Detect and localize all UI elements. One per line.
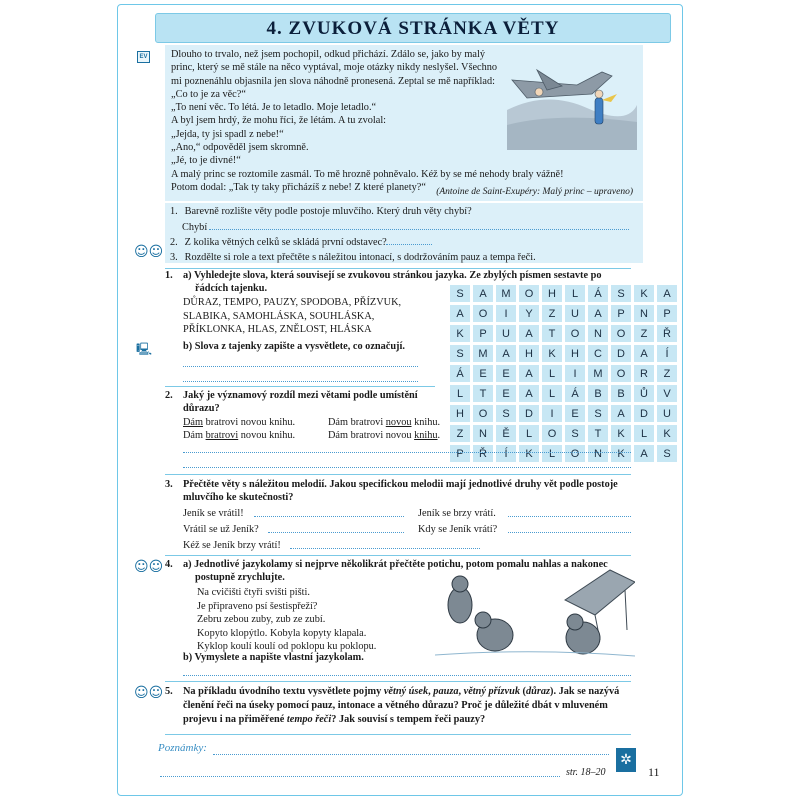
grid-cell[interactable]: Ě: [496, 425, 516, 442]
divider: [165, 474, 631, 475]
grid-cell[interactable]: U: [657, 405, 677, 422]
grid-cell[interactable]: E: [496, 385, 516, 402]
ex3-sentence-2: Jeník se brzy vrátí.: [418, 508, 496, 519]
grid-cell[interactable]: L: [542, 445, 562, 462]
ex5-line-2: členění řeči na úseky pomocí pauz, intonace a větného důrazu? Proč je důležité dbát v mluveném: [183, 700, 608, 711]
ex4-question-b: b) Vymyslete a napište vlastní jazykolam.: [183, 652, 364, 663]
ex4-number: 4.: [165, 559, 173, 570]
tongue-twister: Je připraveno psí šestispřeží?: [197, 600, 318, 612]
grid-cell[interactable]: K: [657, 425, 677, 442]
grid-row: [450, 365, 677, 382]
intro-line: A byl jsem hrdý, že mohu říci, že létám. A tu zvolal:: [171, 115, 387, 127]
grid-cell[interactable]: Z: [450, 425, 470, 442]
tongue-twister: Na cvičišti čtyři svišti pišti.: [197, 587, 310, 598]
grid-cell[interactable]: A: [519, 385, 539, 402]
grid-cell[interactable]: B: [611, 385, 631, 402]
intro-text: [171, 48, 564, 194]
ex1-question-a-cont: řádcích tajenku.: [195, 283, 268, 294]
pair-work-icon: ☺☺: [134, 559, 164, 575]
grid-cell[interactable]: H: [542, 285, 562, 302]
grid-cell[interactable]: Ř: [473, 445, 493, 462]
grid-cell[interactable]: D: [634, 405, 654, 422]
grid-cell[interactable]: Y: [519, 305, 539, 322]
grid-cell[interactable]: Ů: [634, 385, 654, 402]
ex2-sentence-1a: Dám bratrovi novou knihu.: [183, 417, 296, 428]
grid-cell[interactable]: Í: [657, 345, 677, 362]
divider: [165, 268, 631, 269]
grid-cell[interactable]: I: [542, 405, 562, 422]
grid-row: [450, 305, 677, 322]
grid-row: [450, 425, 677, 442]
grid-cell[interactable]: S: [496, 405, 516, 422]
grid-cell[interactable]: H: [519, 345, 539, 362]
grid-cell[interactable]: O: [611, 365, 631, 382]
grid-cell[interactable]: A: [611, 405, 631, 422]
intro-line: „Co to je za věc?“: [171, 88, 246, 100]
grid-cell[interactable]: V: [657, 385, 677, 402]
grid-cell[interactable]: K: [542, 345, 562, 362]
grid-cell[interactable]: S: [565, 425, 585, 442]
grid-cell[interactable]: P: [611, 305, 631, 322]
grid-cell[interactable]: B: [588, 385, 608, 402]
chapter-title: 4. ZVUKOVÁ STRÁNKA VĚTY: [266, 18, 560, 39]
grid-cell[interactable]: K: [611, 425, 631, 442]
answer-line[interactable]: [508, 516, 631, 517]
tongue-twister: Zebru zebou zuby, zub ze zubí.: [197, 614, 326, 625]
grid-cell[interactable]: E: [473, 365, 493, 382]
answer-line[interactable]: [183, 675, 631, 676]
grid-cell[interactable]: E: [565, 405, 585, 422]
ex5-line-1: Na příkladu úvodního textu vysvětlete pojmy větný úsek, pauza, větný přízvuk (důraz). Jak se nazývá: [183, 686, 620, 697]
grid-cell[interactable]: D: [519, 405, 539, 422]
grid-cell[interactable]: O: [473, 405, 493, 422]
answer-line[interactable]: [508, 532, 631, 533]
grid-row: [450, 345, 677, 362]
ex1-word-list: [183, 296, 401, 337]
ex2-sentence-2a: Dám bratrovi novou knihu.: [183, 430, 296, 441]
chapter-title-bar: [155, 13, 671, 43]
page-number: 11: [648, 765, 660, 779]
grid-cell[interactable]: E: [496, 365, 516, 382]
intro-line: mi poznenáhlu objasnila jen slova náhodně pronesená. Zeptal se mě například:: [171, 75, 495, 87]
grid-cell[interactable]: T: [542, 325, 562, 342]
divider: [165, 681, 631, 682]
grid-row: [450, 385, 677, 402]
answer-line[interactable]: [209, 229, 629, 230]
grid-row: [450, 445, 677, 462]
divider: [165, 734, 631, 735]
ex5-line-3: projevu i na přiměřené tempo řeči? Jak souvisí s tempem řeči pauzy?: [183, 714, 486, 725]
grid-cell[interactable]: Á: [450, 365, 470, 382]
ex2-question-cont: důrazu?: [183, 403, 220, 414]
ex5-number: 5.: [165, 686, 173, 697]
grid-cell[interactable]: S: [611, 285, 631, 302]
ex3-question-cont: mluvčího ke skutečnosti?: [183, 492, 294, 503]
notes-line[interactable]: [160, 776, 560, 777]
answer-line[interactable]: [290, 548, 480, 549]
answer-line[interactable]: [268, 532, 404, 533]
marmots-illustration: [435, 560, 635, 660]
grid-cell[interactable]: L: [565, 285, 585, 302]
ex4-question-a-cont: postupně zrychlujte.: [195, 572, 285, 583]
grid-cell[interactable]: U: [496, 325, 516, 342]
ex4-question-a: a) Jednotlivé jazykolamy si nejprve několikrát přečtěte potichu, potom pomalu nahlas a nakonec: [183, 559, 608, 570]
grid-cell[interactable]: K: [450, 325, 470, 342]
grid-cell[interactable]: K: [634, 285, 654, 302]
grid-cell[interactable]: A: [496, 345, 516, 362]
grid-cell[interactable]: M: [588, 365, 608, 382]
grid-cell[interactable]: L: [450, 385, 470, 402]
grid-cell[interactable]: P: [473, 325, 493, 342]
grid-cell[interactable]: C: [588, 345, 608, 362]
grid-cell[interactable]: N: [588, 325, 608, 342]
grid-cell[interactable]: A: [588, 305, 608, 322]
grid-cell[interactable]: D: [611, 345, 631, 362]
word-search-grid: [447, 282, 680, 465]
grid-cell[interactable]: R: [634, 365, 654, 382]
answer-line[interactable]: [183, 452, 631, 453]
grid-cell[interactable]: H: [565, 345, 585, 362]
ex2-sentence-1b: Dám bratrovi novou knihu.: [328, 417, 441, 428]
grid-cell[interactable]: S: [657, 445, 677, 462]
intro-line: princ, který se mě stále na něco vyptával, moje otázky nikdy neslyšel. Všechno: [171, 62, 498, 74]
grid-cell[interactable]: Z: [542, 305, 562, 322]
grid-cell[interactable]: Z: [634, 325, 654, 342]
intro-task-1-answer: Chybí: [182, 222, 208, 233]
answer-line[interactable]: [254, 516, 404, 517]
grid-cell[interactable]: S: [588, 405, 608, 422]
grid-cell[interactable]: L: [542, 385, 562, 402]
notes-label: Poznámky:: [158, 742, 207, 754]
intro-line: „Jejda, ty jsi spadl z nebe!“: [171, 128, 284, 140]
grid-cell[interactable]: A: [450, 305, 470, 322]
grid-cell[interactable]: I: [496, 305, 516, 322]
word-list-line: DŮRAZ, TEMPO, PAUZY, SPODOBA, PŘÍZVUK,: [183, 297, 402, 308]
intro-source: (Antoine de Saint-Exupéry: Malý princ – upraveno): [436, 187, 633, 197]
ex3-sentence-4: Kdy se Jeník vrátí?: [418, 524, 498, 535]
grid-cell[interactable]: Á: [588, 285, 608, 302]
grid-cell[interactable]: L: [519, 425, 539, 442]
tongue-twister: Kyklop koulí koulí od poklopu ku poklopu.: [197, 641, 377, 652]
grid-cell[interactable]: U: [565, 305, 585, 322]
grid-cell[interactable]: N: [634, 305, 654, 322]
grid-cell[interactable]: M: [473, 345, 493, 362]
pair-work-icon: ☺☺: [134, 685, 164, 701]
tongue-twister: Kopyto klopýtlo. Kobyla kopyty klapala.: [197, 627, 367, 639]
grid-row: [450, 405, 677, 422]
grid-cell[interactable]: Z: [657, 365, 677, 382]
grid-cell[interactable]: S: [450, 345, 470, 362]
grid-cell[interactable]: N: [473, 425, 493, 442]
ex3-sentence-3: Vrátil se už Jeník?: [183, 524, 259, 535]
computer-icon: 🖳: [136, 342, 153, 356]
crashed-airplane-illustration: [507, 50, 637, 150]
grid-cell[interactable]: O: [565, 325, 585, 342]
ex3-number: 3.: [165, 479, 173, 490]
answer-line[interactable]: [386, 244, 432, 245]
publisher-logo-icon: ✲: [616, 748, 636, 772]
grid-cell[interactable]: A: [634, 445, 654, 462]
ex1-number: 1.: [165, 270, 173, 281]
grid-row: [450, 285, 677, 302]
grid-cell[interactable]: L: [542, 365, 562, 382]
grid-cell[interactable]: A: [519, 365, 539, 382]
ex3-sentence-5: Kéž se Jeník brzy vrátí!: [183, 540, 281, 551]
ex2-question: Jaký je významový rozdíl mezi větami podle umístění: [183, 390, 418, 401]
intro-line: „Ano,“ odpověděl jsem skromně.: [171, 142, 309, 154]
intro-line: „To není věc. To létá. Je to letadlo. Moje letadlo.“: [171, 102, 377, 114]
grid-row: [450, 325, 677, 342]
grid-cell[interactable]: S: [450, 285, 470, 302]
tongue-twister-list: [197, 586, 376, 654]
grid-cell[interactable]: Í: [496, 445, 516, 462]
grid-cell[interactable]: O: [519, 285, 539, 302]
grid-cell[interactable]: Ř: [657, 325, 677, 342]
grid-cell[interactable]: P: [657, 305, 677, 322]
intro-task-1: 1. Barevně rozlište věty podle postoje mluvčího. Který druh věty chybí?: [170, 206, 472, 217]
ex2-number: 2.: [165, 390, 173, 401]
word-list-line: SLABIKA, SAMOHLÁSKA, SOUHLÁSKA,: [183, 310, 375, 322]
page-reference: str. 18–20: [566, 767, 606, 778]
intro-task-2: 2. Z kolika větných celků se skládá první odstavec?: [170, 237, 387, 248]
grid-cell[interactable]: O: [473, 305, 493, 322]
divider: [165, 555, 631, 556]
grid-cell[interactable]: I: [565, 365, 585, 382]
answer-line[interactable]: [183, 381, 418, 382]
intro-line: „Jé, to je divné!“: [171, 155, 241, 167]
ex3-sentence-1: Jeník se vrátil!: [183, 508, 244, 519]
intro-line: Potom dodal: „Tak ty taky přicházíš z nebe! Z které planety?“: [171, 181, 426, 193]
answer-line[interactable]: [183, 467, 631, 468]
ex3-question: Přečtěte věty s náležitou melodií. Jakou specifickou melodii mají jednotlivé druhy vět podle postoje: [183, 479, 618, 490]
intro-task-3: 3. Rozdělte si role a text přečtěte s náležitou intonací, s dodržováním pauz a tempa řeči.: [170, 252, 536, 263]
grid-cell[interactable]: A: [519, 325, 539, 342]
grid-cell[interactable]: O: [611, 325, 631, 342]
ex1-question-a: a) Vyhledejte slova, která souvisejí se zvukovou stránkou jazyka. Ze zbylých písmen sestavte po: [183, 270, 602, 281]
grid-cell[interactable]: A: [657, 285, 677, 302]
ex2-sentence-2b: Dám bratrovi novou knihu.: [328, 430, 441, 441]
grid-cell[interactable]: H: [450, 405, 470, 422]
pair-work-icon: ☺☺: [134, 244, 164, 260]
intro-line: A malý princ se roztomile zasmál. To mě hrozně pohněvalo. Kéž by se mé nehody braly vážně!: [171, 168, 564, 180]
grid-cell[interactable]: L: [634, 425, 654, 442]
grid-cell[interactable]: A: [473, 285, 493, 302]
ev-badge-icon: EV: [137, 51, 150, 63]
intro-line: Dlouho to trvalo, než jsem pochopil, odkud přichází. Zdálo se, jako by malý: [171, 49, 485, 60]
grid-cell[interactable]: T: [588, 425, 608, 442]
word-list-line: PŘÍKLONKA, HLAS, ZNĚLOST, HLÁSKA: [183, 324, 372, 335]
grid-cell[interactable]: Á: [565, 385, 585, 402]
grid-cell[interactable]: T: [473, 385, 493, 402]
grid-cell[interactable]: K: [519, 445, 539, 462]
ex1-question-b: b) Slova z tajenky zapište a vysvětlete, co označují.: [183, 341, 405, 352]
grid-cell[interactable]: P: [450, 445, 470, 462]
grid-cell[interactable]: O: [542, 425, 562, 442]
grid-cell[interactable]: O: [565, 445, 585, 462]
grid-cell[interactable]: M: [496, 285, 516, 302]
answer-line[interactable]: [183, 366, 418, 367]
notes-line[interactable]: [213, 754, 609, 755]
grid-cell[interactable]: K: [611, 445, 631, 462]
grid-cell[interactable]: A: [634, 345, 654, 362]
grid-cell[interactable]: N: [588, 445, 608, 462]
divider: [165, 386, 435, 387]
